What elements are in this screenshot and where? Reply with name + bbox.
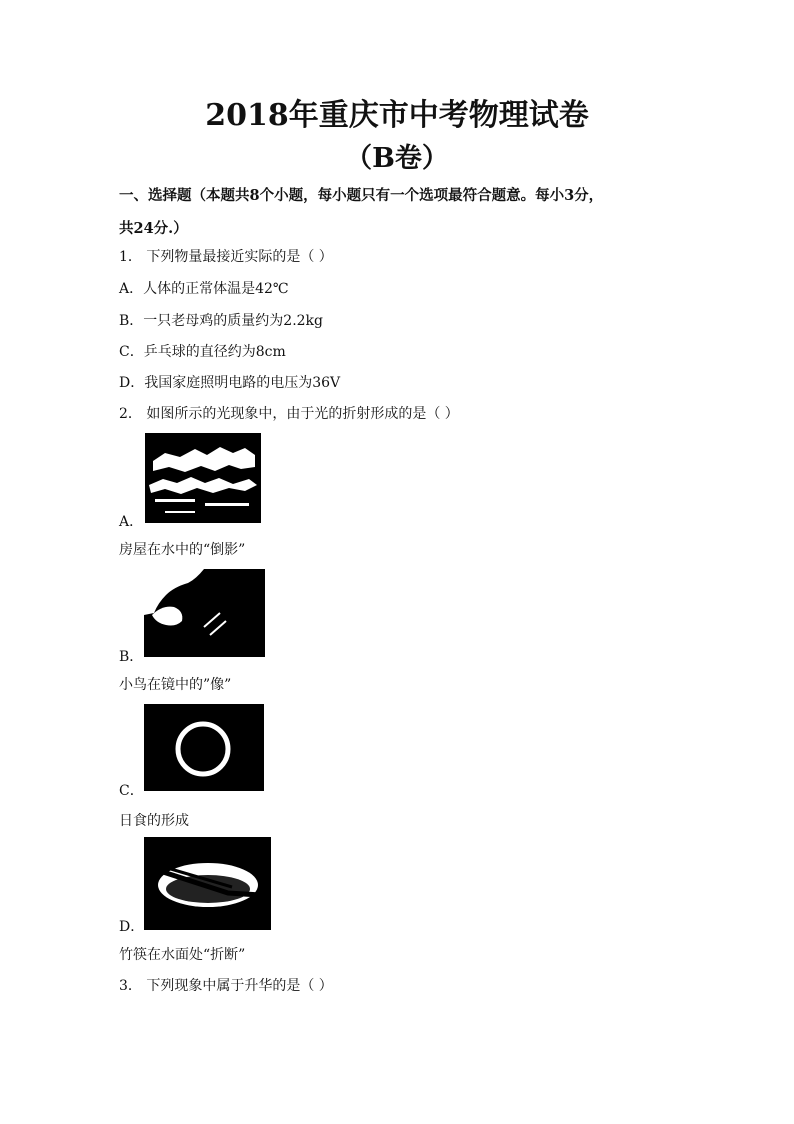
q2-option-a-letter: A． (119, 514, 144, 530)
chopsticks-water-image (144, 837, 271, 930)
q2-option-d-letter: D． (119, 919, 145, 935)
q1-stem: 1． 下列物量最接近实际的是（ ） (119, 249, 333, 265)
q1-option-a: A．人体的正常体温是42℃ (119, 281, 289, 297)
q2-stem: 2． 如图所示的光现象中，由于光的折射形成的是（ ） (119, 406, 459, 422)
q2-option-b-letter: B． (119, 649, 144, 665)
q2-option-a-caption: 房屋在水中的“倒影” (119, 542, 246, 558)
q2-option-c-letter: C． (119, 783, 144, 799)
house-reflection-image (145, 433, 261, 523)
q2-option-c-caption: 日食的形成 (119, 813, 189, 829)
page-title: 2018年重庆市中考物理试卷 (205, 98, 589, 133)
bird-mirror-image (144, 569, 265, 657)
q1-option-d: D．我国家庭照明电路的电压为36V (119, 375, 341, 391)
q1-option-c: C．乒乓球的直径约为8cm (119, 344, 286, 360)
q2-option-b-caption: 小鸟在镜中的”像” (119, 677, 232, 693)
solar-eclipse-image (144, 704, 264, 791)
section-heading-line2: 共24分.） (119, 220, 188, 237)
q2-option-d-caption: 竹筷在水面处“折断” (119, 947, 246, 963)
page-subtitle: （B卷） (345, 143, 449, 174)
q1-option-b: B．一只老母鸡的质量约为2.2kg (119, 313, 323, 329)
q3-stem: 3． 下列现象中属于升华的是（ ） (119, 978, 333, 994)
section-heading-line1: 一、选择题（本题共8个小题，每小题只有一个选项最符合题意。每小3分， (119, 187, 604, 204)
